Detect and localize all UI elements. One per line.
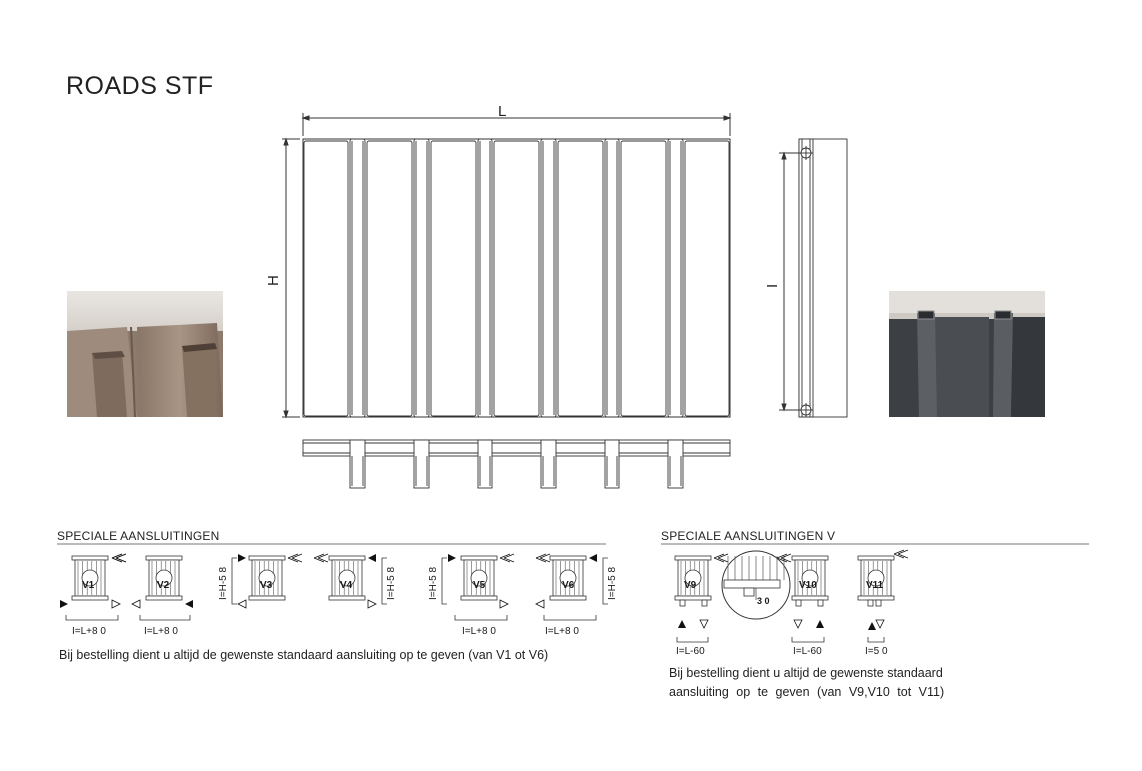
supply-arrow-v11 [868, 622, 876, 630]
dimension-height-label: H [265, 275, 282, 286]
return-arrow-v1 [112, 600, 120, 608]
bracket-v11 [868, 637, 884, 642]
variants-left [60, 554, 608, 620]
variant-formula-v1: I=L+8 0 [72, 626, 106, 637]
variant-label-v9: V9 [684, 580, 697, 591]
variant-label-v6: V6 [562, 580, 575, 591]
radiator-v9 [675, 556, 711, 600]
return-arrow-v4 [368, 600, 376, 608]
bracket-v5b [455, 615, 507, 620]
radiator-v3 [249, 556, 285, 600]
supply-arrow-v6 [589, 554, 597, 562]
return-arrow-v10 [794, 620, 802, 628]
supply-arrow-v2 [185, 600, 193, 608]
variant-formula-v5: I=H-5 8 [428, 566, 439, 600]
top-view [303, 440, 730, 488]
variant-formula-v4: I=H-5 8 [386, 566, 397, 600]
section-title-left: SPECIALE AANSLUITINGEN [57, 529, 220, 543]
vent-icon-v3 [288, 554, 302, 562]
supply-arrow-v4 [368, 554, 376, 562]
variant-label-v3: V3 [260, 580, 273, 591]
note-right-line2: aansluiting op te geven (van V9,V10 tot V11) [669, 685, 945, 699]
supply-arrow-v3 [238, 554, 246, 562]
dimension-length-label: L [498, 103, 507, 120]
variant-label-v5: V5 [473, 580, 486, 591]
variant-formula-v3: I=H-5 8 [218, 566, 229, 600]
bracket-v10 [792, 637, 824, 642]
return-arrow-v3 [238, 600, 246, 608]
detail-magnifier [722, 551, 790, 619]
return-arrow-v5 [500, 600, 508, 608]
return-arrow-v9 [700, 620, 708, 628]
bracket-v2 [140, 615, 190, 620]
variant-formula-v9: I=L-60 [676, 646, 705, 657]
return-arrow-v6 [536, 600, 544, 608]
variant-formula-v6: I=H-5 8 [607, 566, 618, 600]
radiator-v11 [858, 556, 894, 600]
variant-formula-v10: I=L-60 [793, 646, 822, 657]
variant-label-v1: V1 [82, 580, 95, 591]
vent-icon-v2-unused [112, 554, 126, 562]
return-arrow-v2 [132, 600, 140, 608]
dimension-side-label: I [764, 283, 781, 288]
supply-arrow-v1 [60, 600, 68, 608]
radiator-v2 [146, 556, 182, 600]
supply-arrow-v5 [448, 554, 456, 562]
product-title: ROADS STF [66, 72, 214, 100]
supply-arrow-v9 [678, 620, 686, 628]
variant-label-v4: V4 [340, 580, 353, 591]
bracket-v1 [66, 615, 118, 620]
vent-icon-v5 [500, 554, 514, 562]
note-right-line1: Bij bestelling dient u altijd de gewenste standaard [669, 666, 943, 680]
variant-label-v2: V2 [157, 580, 170, 591]
variant-formula2-v5: I=L+8 0 [462, 626, 496, 637]
variant-label-v11: V11 [866, 580, 884, 591]
vent-icon-v6 [536, 554, 550, 562]
detail-value: 3 0 [757, 596, 770, 606]
vent-icon-v11 [894, 550, 908, 558]
bracket-v9 [677, 637, 708, 642]
variant-formula-v11: I=5 0 [865, 646, 888, 657]
variant-formula2-v6: I=L+8 0 [545, 626, 579, 637]
variants-right [675, 550, 908, 642]
variant-formula-v2: I=L+8 0 [144, 626, 178, 637]
radiator-v10 [792, 556, 828, 600]
vent-icon-v9 [714, 554, 728, 562]
side-view [799, 139, 847, 417]
radiator-v5 [461, 556, 497, 600]
vent-icon-v4 [314, 554, 328, 562]
note-left: Bij bestelling dient u altijd de gewenste standaard aansluiting op te geven (van V1 ot V6) [59, 648, 549, 662]
section-title-right: SPECIALE AANSLUITINGEN V [661, 529, 836, 543]
radiator-v6 [550, 556, 586, 600]
bracket-v6b [544, 615, 596, 620]
variant-label-v10: V10 [799, 580, 817, 591]
radiator-v4 [329, 556, 365, 600]
radiator-v1 [72, 556, 108, 600]
bracket-v5a [442, 558, 447, 604]
return-arrow-v11 [876, 620, 884, 628]
bracket-v3 [232, 558, 237, 604]
supply-arrow-v10 [816, 620, 824, 628]
